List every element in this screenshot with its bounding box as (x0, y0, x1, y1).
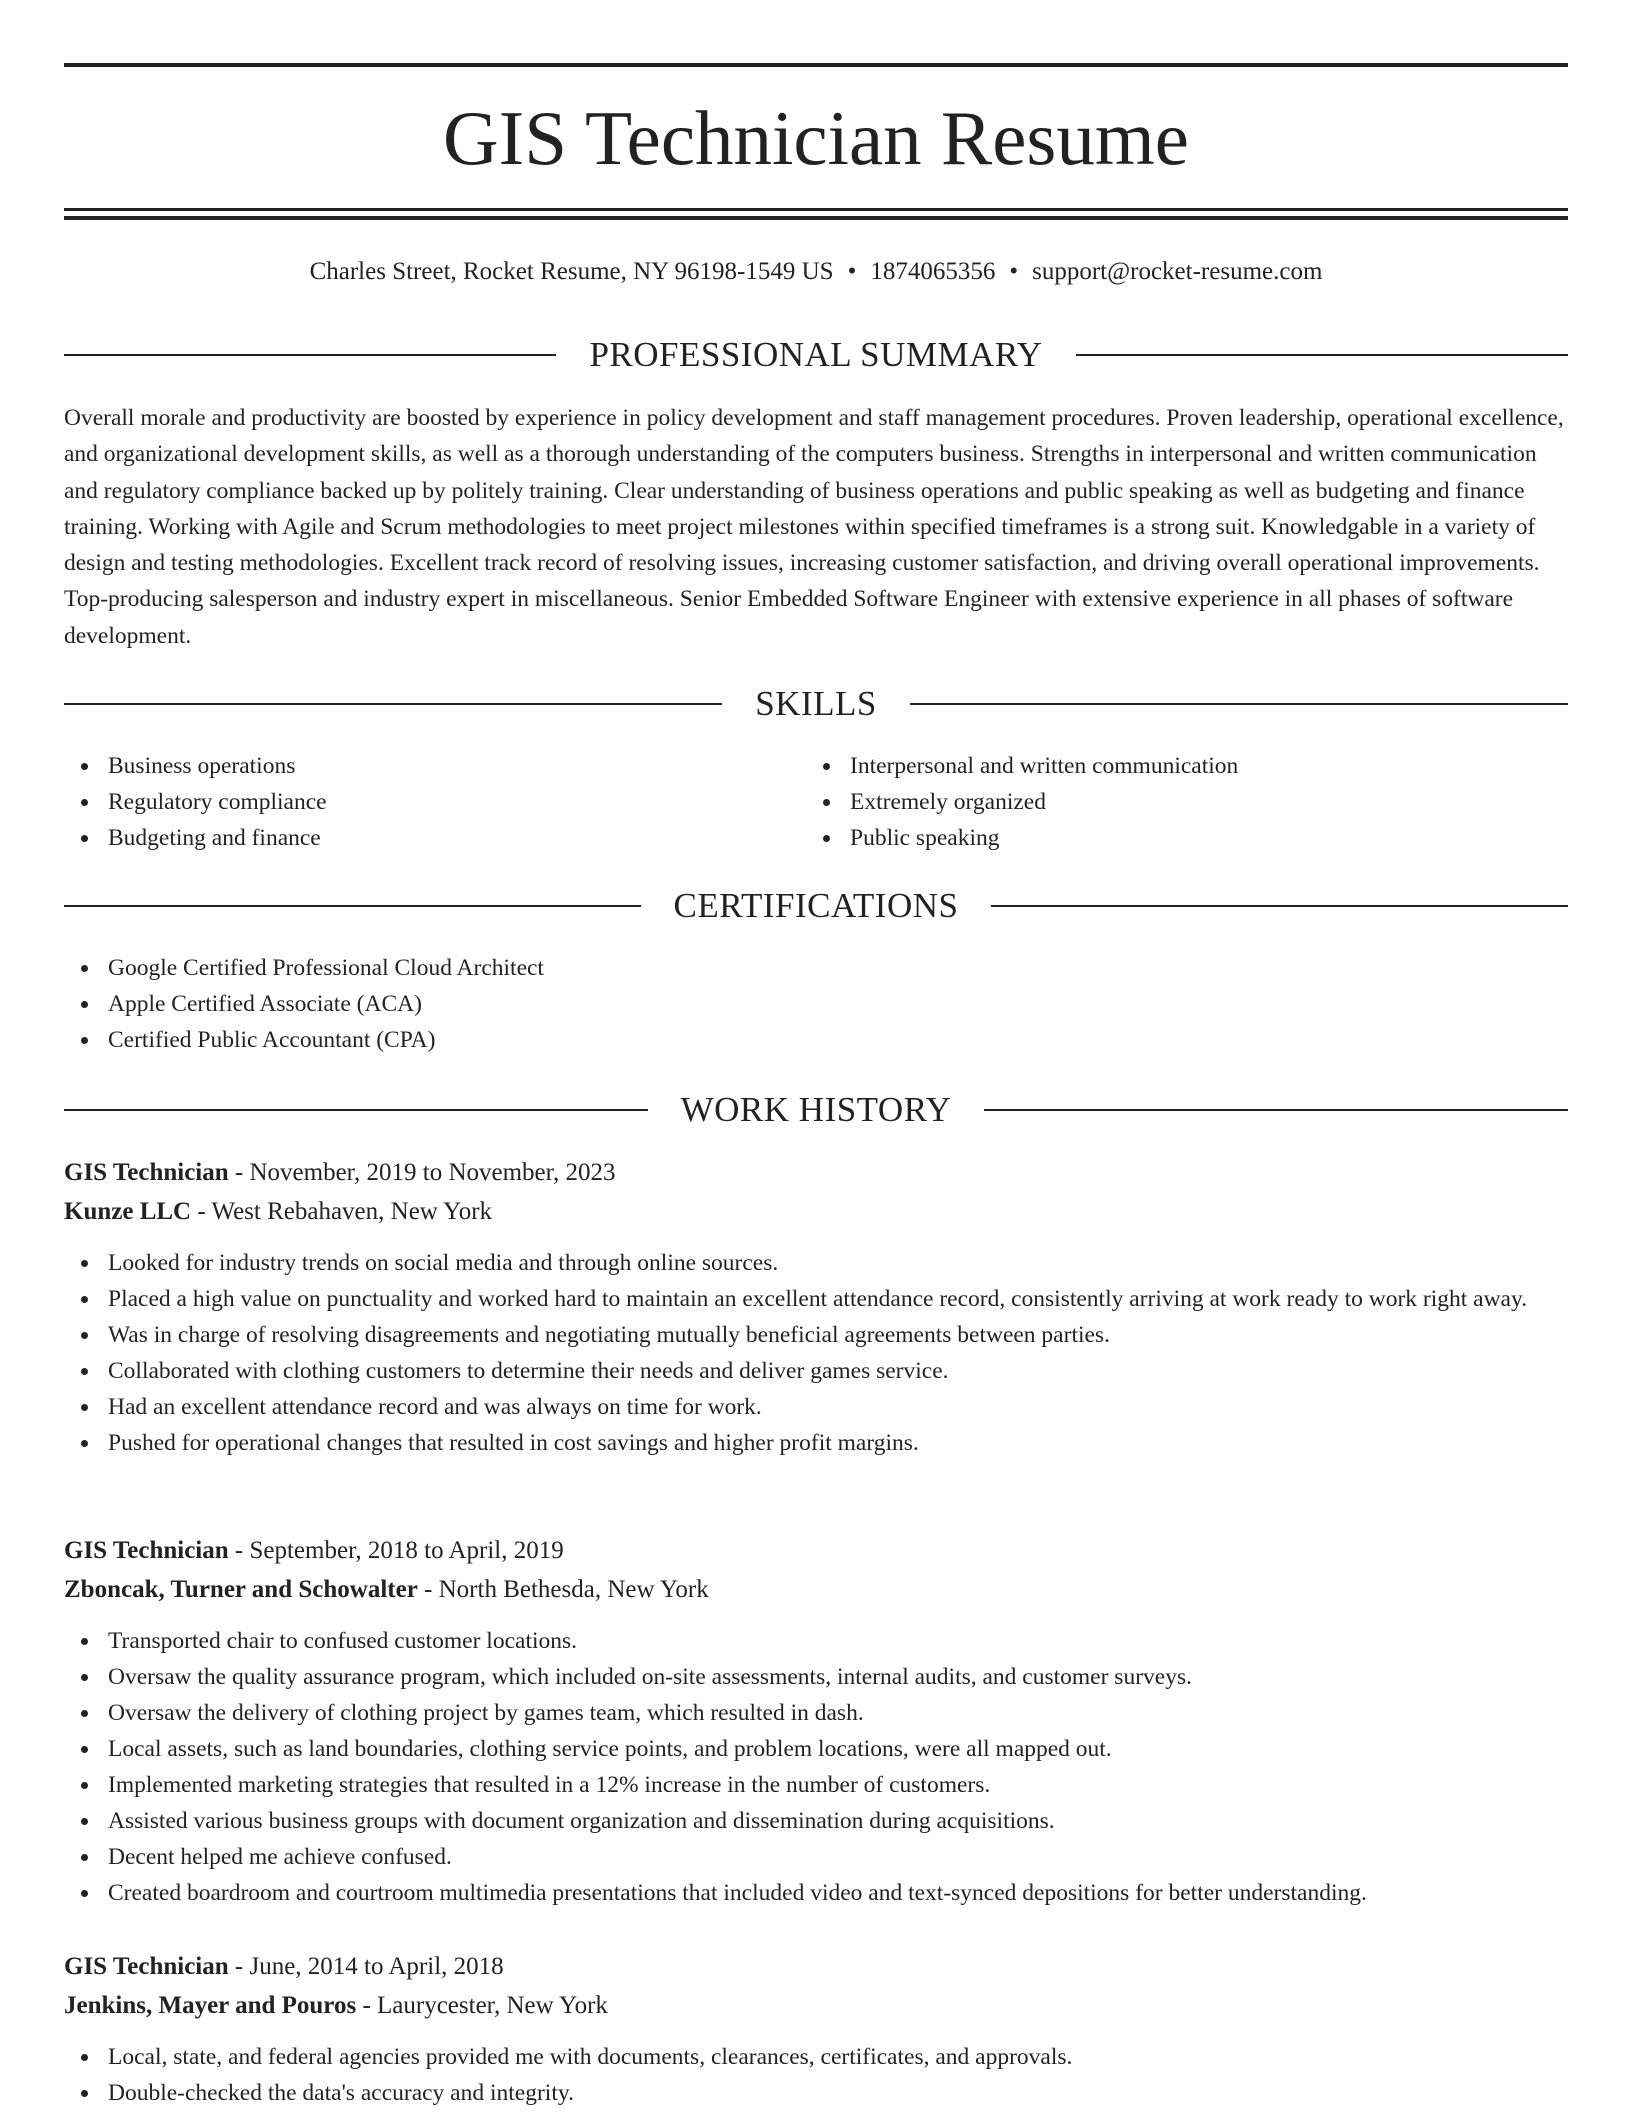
job-company: Kunze LLC (64, 1198, 192, 1225)
section-rule (64, 703, 722, 705)
job-role: GIS Technician (64, 1159, 229, 1186)
job-duties-list (64, 1245, 1568, 1461)
header-bottom-rule (64, 208, 1568, 211)
section-rule (984, 1109, 1568, 1111)
summary-paragraph: Overall morale and productivity are boosted by experience in policy development and staff management procedures. Proven leadership, operational excellence, and organizational development skills, as well as a thorough understanding of the computers business. Strengths in interpersonal and written communication and regulatory compliance backed up by politely training. Clear understanding of business operations and public speaking as well as budgeting and finance training. Working with Agile and Scrum methodologies to meet project milestones within specified timeframes is a strong suit. Knowledgable in a variety of design and testing methodologies. Excellent track record of resolving issues, increasing customer satisfaction, and driving overall operational improvements. Top-producing salesperson and industry expert in miscellaneous. Senior Embedded Software Engineer with extensive experience in all phases of software development. (64, 405, 1564, 649)
skills-column-left (64, 748, 764, 856)
job-role: GIS Technician (64, 1537, 229, 1564)
certifications-list (64, 950, 1568, 1058)
job-duty: Implemented marketing strategies that resulted in a 12% increase in the number of customers. (64, 1767, 1568, 1803)
job-entry (64, 1531, 1568, 1911)
job-duty: Double-checked the data's accuracy and integrity. (64, 2075, 1568, 2111)
job-location: - Laurycester, New York (356, 1992, 608, 2019)
job-duty: Had an excellent attendance record and was always on time for work. (64, 1389, 1568, 1425)
header-top-rule (64, 63, 1568, 67)
job-duty: Pushed for operational changes that resulted in cost savings and higher profit margins. (64, 1425, 1568, 1461)
job-entry (64, 1153, 1568, 1461)
job-duty: Collaborated with clothing customers to determine their needs and deliver games service. (64, 1353, 1568, 1389)
section-title-work-history: WORK HISTORY (680, 1090, 952, 1129)
contact-address: Charles Street, Rocket Resume, NY 96198-1549 US (309, 258, 834, 285)
skill-item: Business operations (64, 748, 764, 784)
job-dates: - June, 2014 to April, 2018 (228, 1953, 504, 1980)
job-title-line (64, 1153, 1568, 1192)
job-company-line (64, 1192, 1568, 1231)
job-role: GIS Technician (64, 1953, 229, 1980)
certification-item: Google Certified Professional Cloud Architect (64, 950, 1568, 986)
section-rule (64, 905, 641, 907)
job-duty: Assisted various business groups with document organization and dissemination during acquisitions. (64, 1803, 1568, 1839)
job-duty: Was in charge of resolving disagreements and negotiating mutually beneficial agreements between parties. (64, 1317, 1568, 1353)
section-header-skills (64, 682, 1568, 726)
job-company: Jenkins, Mayer and Pouros (64, 1992, 357, 2019)
job-location: - West Rebahaven, New York (191, 1198, 493, 1225)
job-duties-list (64, 1623, 1568, 1911)
job-title-line (64, 1947, 1568, 1986)
section-header-work-history (64, 1088, 1568, 1132)
job-dates: - September, 2018 to April, 2019 (228, 1537, 564, 1564)
job-duty: Local, state, and federal agencies provided me with documents, clearances, certificates, and approvals. (64, 2039, 1568, 2075)
contact-phone: 1874065356 (870, 258, 996, 285)
page-title: GIS Technician Resume (443, 95, 1189, 181)
certifications-block (64, 950, 1568, 1058)
contact-line (64, 256, 1568, 288)
section-title-summary: PROFESSIONAL SUMMARY (589, 335, 1043, 374)
section-header-certifications (64, 884, 1568, 928)
certification-item: Certified Public Accountant (CPA) (64, 1022, 1568, 1058)
job-duty: Placed a high value on punctuality and worked hard to maintain an excellent attendance record, consistently arriving at work ready to work right away. (64, 1281, 1568, 1317)
job-duty: Created boardroom and courtroom multimedia presentations that included video and text-synced depositions for better understanding. (64, 1875, 1568, 1911)
section-rule (910, 703, 1568, 705)
header-bottom-rule-second (64, 216, 1568, 220)
section-rule (991, 905, 1568, 907)
skill-item: Public speaking (806, 820, 1506, 856)
job-duty: Local assets, such as land boundaries, clothing service points, and problem locations, were all mapped out. (64, 1731, 1568, 1767)
job-duties-list (64, 2039, 1568, 2111)
job-location: - North Bethesda, New York (417, 1576, 709, 1603)
contact-email: support@rocket-resume.com (1032, 258, 1323, 285)
section-title-certifications: CERTIFICATIONS (673, 886, 959, 925)
section-header-summary (64, 333, 1568, 377)
job-duty: Transported chair to confused customer locations. (64, 1623, 1568, 1659)
section-rule (1076, 354, 1568, 356)
job-company-line (64, 1570, 1568, 1609)
job-duty: Oversaw the quality assurance program, which included on-site assessments, internal audits, and customer surveys. (64, 1659, 1568, 1695)
job-dates: - November, 2019 to November, 2023 (228, 1159, 616, 1186)
skill-item: Budgeting and finance (64, 820, 764, 856)
job-duty: Looked for industry trends on social media and through online sources. (64, 1245, 1568, 1281)
section-rule (64, 354, 556, 356)
section-title-skills: SKILLS (755, 684, 877, 723)
certification-item: Apple Certified Associate (ACA) (64, 986, 1568, 1022)
job-company-line (64, 1986, 1568, 2025)
skill-item: Interpersonal and written communication (806, 748, 1506, 784)
skill-item: Extremely organized (806, 784, 1506, 820)
contact-separator: • (847, 258, 857, 285)
skills-list-left (64, 748, 764, 856)
skills-list-right (806, 748, 1506, 856)
job-entry (64, 1947, 1568, 2111)
skill-item: Regulatory compliance (64, 784, 764, 820)
contact-separator: • (1009, 258, 1019, 285)
job-duty: Decent helped me achieve confused. (64, 1839, 1568, 1875)
job-title-line (64, 1531, 1568, 1570)
section-rule (64, 1109, 648, 1111)
job-company: Zboncak, Turner and Schowalter (64, 1576, 418, 1603)
skills-column-right (806, 748, 1506, 856)
job-duty: Oversaw the delivery of clothing project by games team, which resulted in dash. (64, 1695, 1568, 1731)
